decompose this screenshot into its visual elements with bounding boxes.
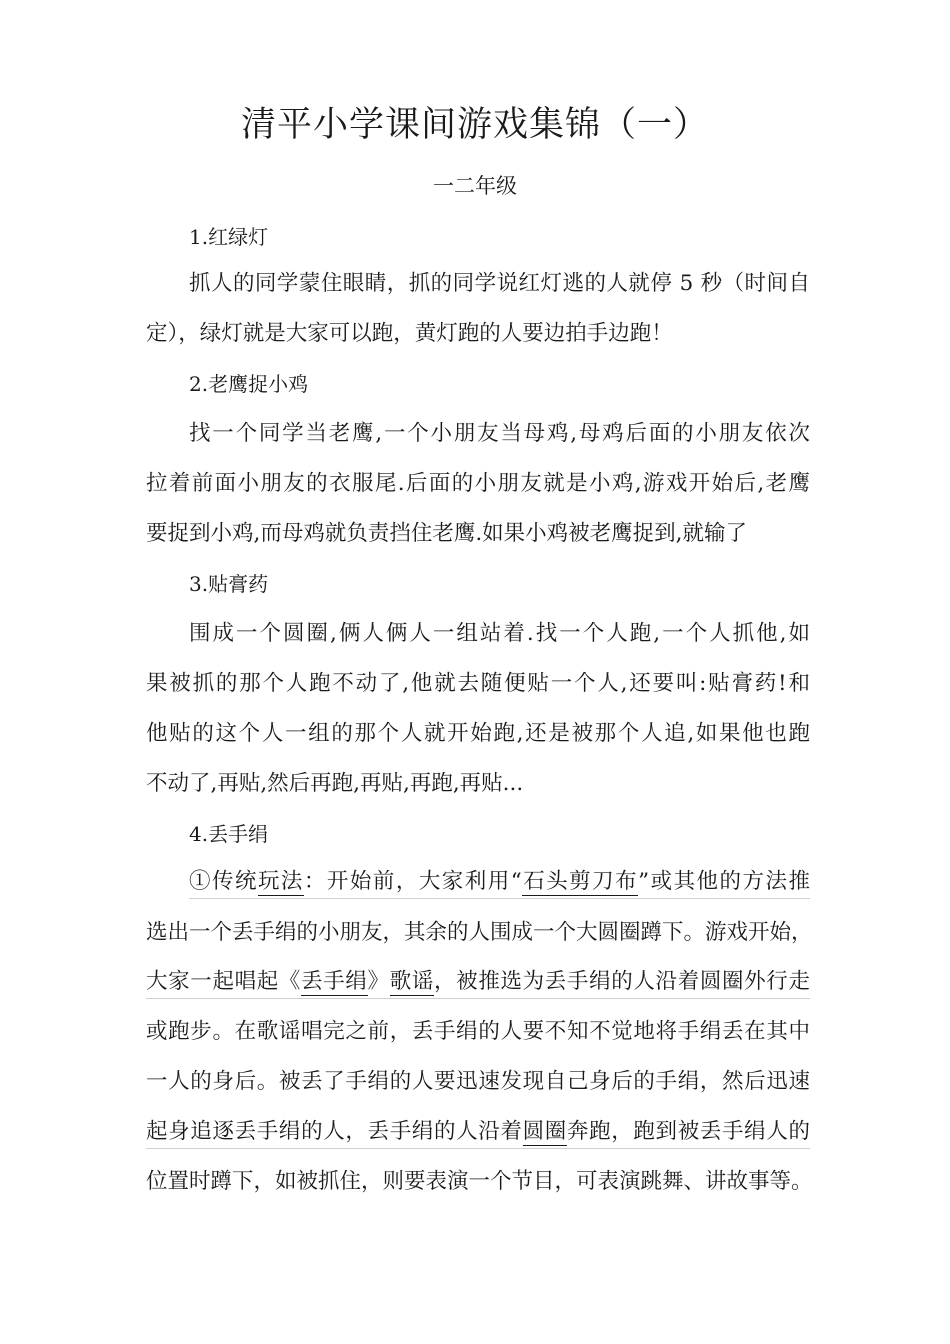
- section-heading-1: 1.红绿灯: [189, 225, 269, 249]
- paragraph-line: 或跑步。在歌谣唱完之前，丢手绢的人要不知不觉地将手绢丢在其中: [146, 1019, 810, 1044]
- text-run: 》: [367, 969, 390, 994]
- paragraph-line: 拉着前面小朋友的衣服尾.后面的小朋友就是小鸡,游戏开始后,老鹰: [146, 471, 810, 496]
- paragraph-line: 不动了,再贴,然后再跑,再贴,再跑,再贴...: [146, 771, 524, 796]
- paragraph-line: [146, 966, 810, 999]
- paragraph-line: 定），绿灯就是大家可以跑，黄灯跑的人要边拍手边跑！: [146, 321, 673, 346]
- section-heading-2: 2.老鹰捉小鸡: [189, 372, 309, 396]
- text-run: 大家一起唱起《: [146, 969, 302, 994]
- paragraph-line: 抓人的同学蒙住眼睛，抓的同学说红灯逃的人就停 5 秒（时间自: [189, 271, 810, 296]
- page-title: 清平小学课间游戏集锦（一）: [240, 105, 709, 145]
- section-heading-3: 3.贴膏药: [189, 572, 269, 596]
- paragraph-line: [146, 1116, 810, 1149]
- text-run: 起身追逐丢手绢的人，丢手绢的人沿着: [146, 1119, 523, 1144]
- paragraph-line: 选出一个丢手绢的小朋友，其余的人围成一个大圆圈蹲下。游戏开始，: [146, 920, 813, 945]
- underlined-term: 圆圈: [522, 1119, 567, 1144]
- paragraph-line: 要捉到小鸡,而母鸡就负责挡住老鹰.如果小鸡被老鹰捉到,就输了: [146, 521, 748, 546]
- paragraph-line: 围成一个圆圈,俩人俩人一组站着.找一个人跑,一个人抓他,如: [189, 621, 810, 646]
- paragraph-line: 果被抓的那个人跑不动了,他就去随便贴一个人,还要叫:贴膏药!和: [146, 671, 810, 696]
- page-subtitle: 一二年级: [433, 174, 517, 198]
- underlined-term: 石头剪刀布: [521, 869, 639, 894]
- paragraph-line: [189, 866, 810, 899]
- paragraph-line: 他贴的这个人一组的那个人就开始跑,还是被那个人追,如果他也跑: [146, 721, 810, 746]
- paragraph-line: 找一个同学当老鹰,一个小朋友当母鸡,母鸡后面的小朋友依次: [189, 421, 810, 446]
- text-run: ”或其他的方法推: [638, 869, 810, 894]
- text-run: ：开始前，大家利用“: [303, 869, 522, 894]
- paragraph-line: 位置时蹲下，如被抓住，则要表演一个节目，可表演跳舞、讲故事等。: [146, 1169, 813, 1194]
- underlined-term: 歌谣: [389, 969, 435, 994]
- text-run: ，被推选为丢手绢的人沿着圆圈外行走: [434, 969, 810, 994]
- text-run: 奔跑，跑到被丢手绢人的: [566, 1119, 810, 1144]
- text-run: ①传统: [189, 869, 258, 894]
- underlined-term: 玩法: [257, 869, 304, 894]
- paragraph-line: 一人的身后。被丢了手绢的人要迅速发现自己身后的手绢，然后迅速: [146, 1069, 810, 1094]
- underlined-term: 丢手绢: [301, 969, 368, 994]
- section-heading-4: 4.丢手绢: [189, 822, 269, 846]
